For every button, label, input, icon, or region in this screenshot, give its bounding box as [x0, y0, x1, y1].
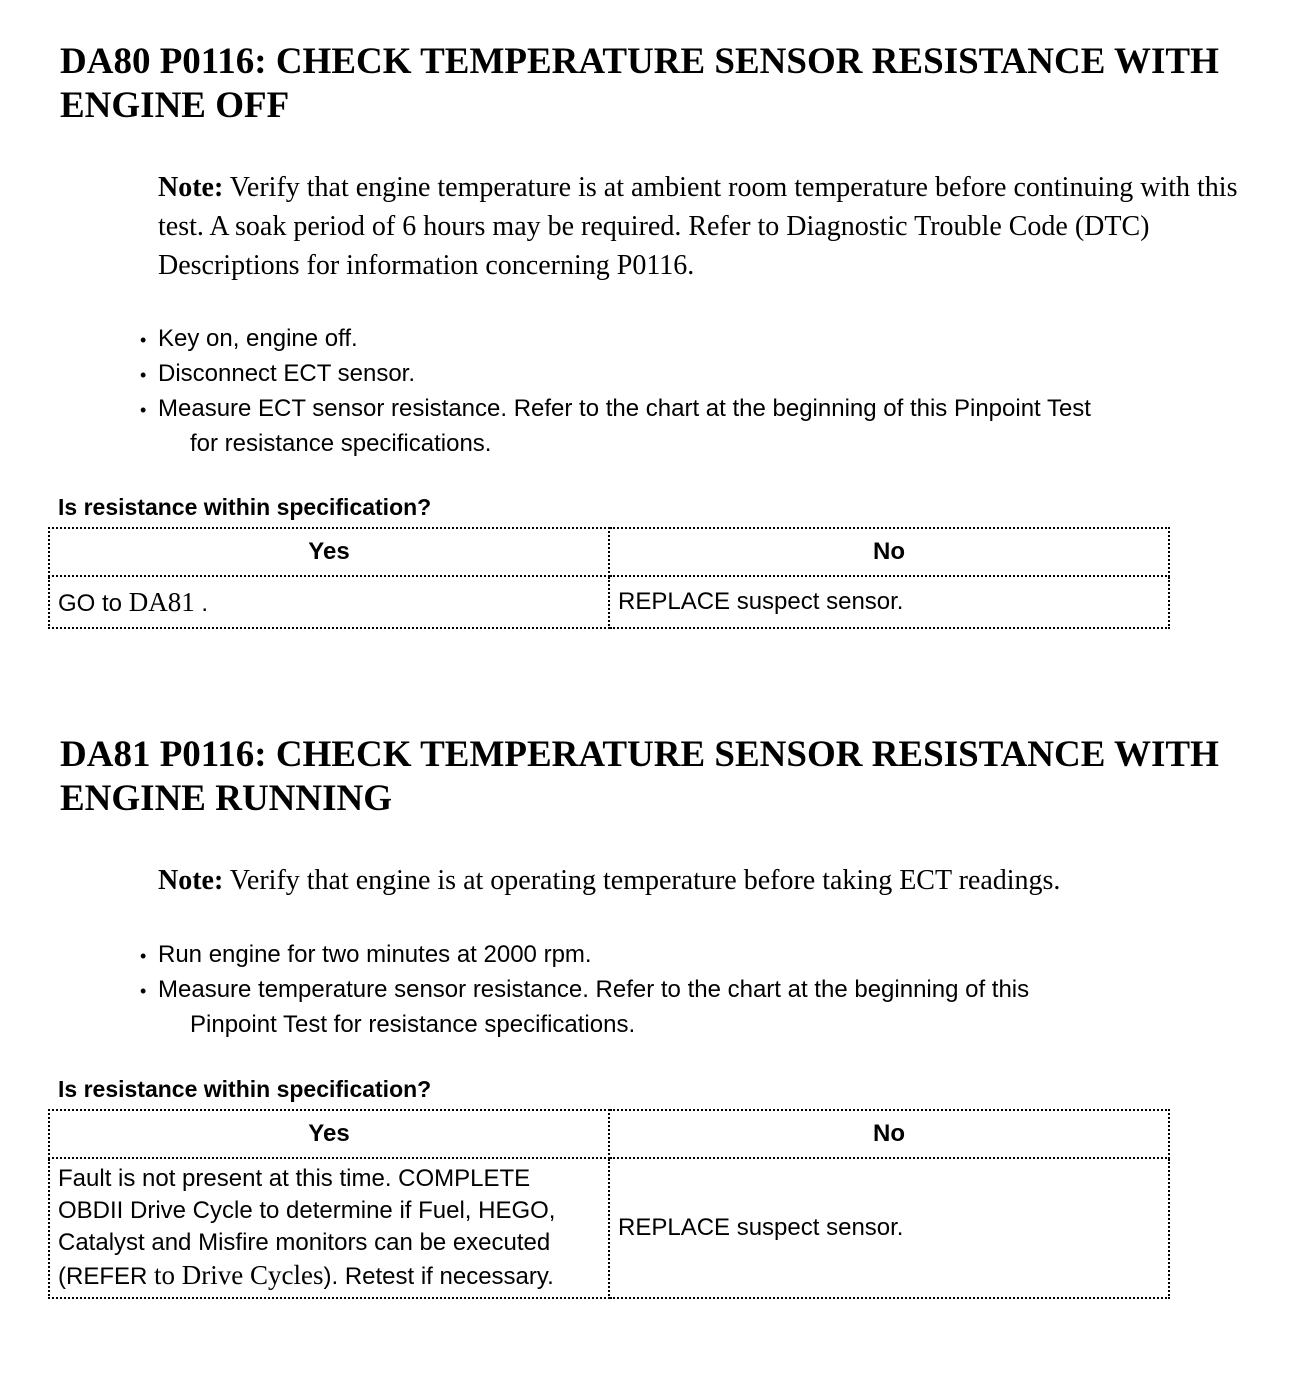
note-da80 — [158, 168, 1278, 285]
link-drive-cycles[interactable]: to Drive Cycles — [154, 1260, 324, 1290]
steps-da81 — [140, 938, 1260, 1041]
no-cell: REPLACE suspect sensor. — [609, 1158, 1169, 1298]
section-title-da81: DA81 P0116: CHECK TEMPERATURE SENSOR RESISTANCE WITH ENGINE RUNNING — [60, 734, 1219, 819]
step-text: Measure temperature sensor resistance. Refer to the chart at the beginning of this — [158, 976, 1030, 1003]
yes-text: Fault is not present at this time. COMPLETE OBDII Drive Cycle to determine if Fuel, HEGO, Catalyst and Misfire monitors can be executed (REFER — [58, 1165, 556, 1290]
question-da80: Is resistance within specification? — [58, 494, 432, 520]
link-da81[interactable]: DA81 — [128, 586, 195, 617]
step-text-cont: Pinpoint Test for resistance specifications. — [190, 1011, 636, 1038]
steps-da80 — [140, 322, 1260, 460]
yes-suffix: ). Retest if necessary. — [323, 1263, 554, 1290]
note-text: Verify that engine is at operating temperature before taking ECT readings. — [229, 865, 1061, 896]
note-da81 — [158, 861, 1278, 900]
yes-suffix: . — [194, 589, 209, 617]
step — [140, 973, 1260, 1041]
yes-header: Yes — [49, 528, 609, 576]
yes-cell — [49, 1158, 609, 1298]
step: • Disconnect ECT sensor. — [140, 357, 1260, 392]
no-header: No — [609, 528, 1169, 576]
section-title-da80: DA80 P0116: CHECK TEMPERATURE SENSOR RESISTANCE WITH ENGINE OFF — [60, 41, 1219, 126]
note-text: Verify that engine temperature is at ambient room temperature before continuing with this test. A soak period of 6 hours may be required. Refer to Diagnostic Trouble Code (DTC) Descriptions for information concerning P0116. — [158, 172, 1238, 281]
yes-prefix: GO to — [58, 589, 123, 617]
yes-cell — [49, 576, 609, 628]
step: • Key on, engine off. — [140, 322, 1260, 357]
step-text-cont: for resistance specifications. — [190, 430, 492, 457]
step — [140, 392, 1260, 460]
no-cell: REPLACE suspect sensor. — [609, 576, 1169, 628]
no-header: No — [609, 1110, 1169, 1158]
note-label: Note: — [158, 865, 224, 896]
result-table-da80 — [48, 527, 1170, 629]
step: • Run engine for two minutes at 2000 rpm. — [140, 938, 1260, 973]
note-label: Note: — [158, 172, 224, 203]
yes-header: Yes — [49, 1110, 609, 1158]
step-text: Measure ECT sensor resistance. Refer to the chart at the beginning of this Pinpoint Test — [158, 395, 1091, 422]
question-da81: Is resistance within specification? — [58, 1076, 432, 1102]
result-table-da81 — [48, 1109, 1170, 1299]
